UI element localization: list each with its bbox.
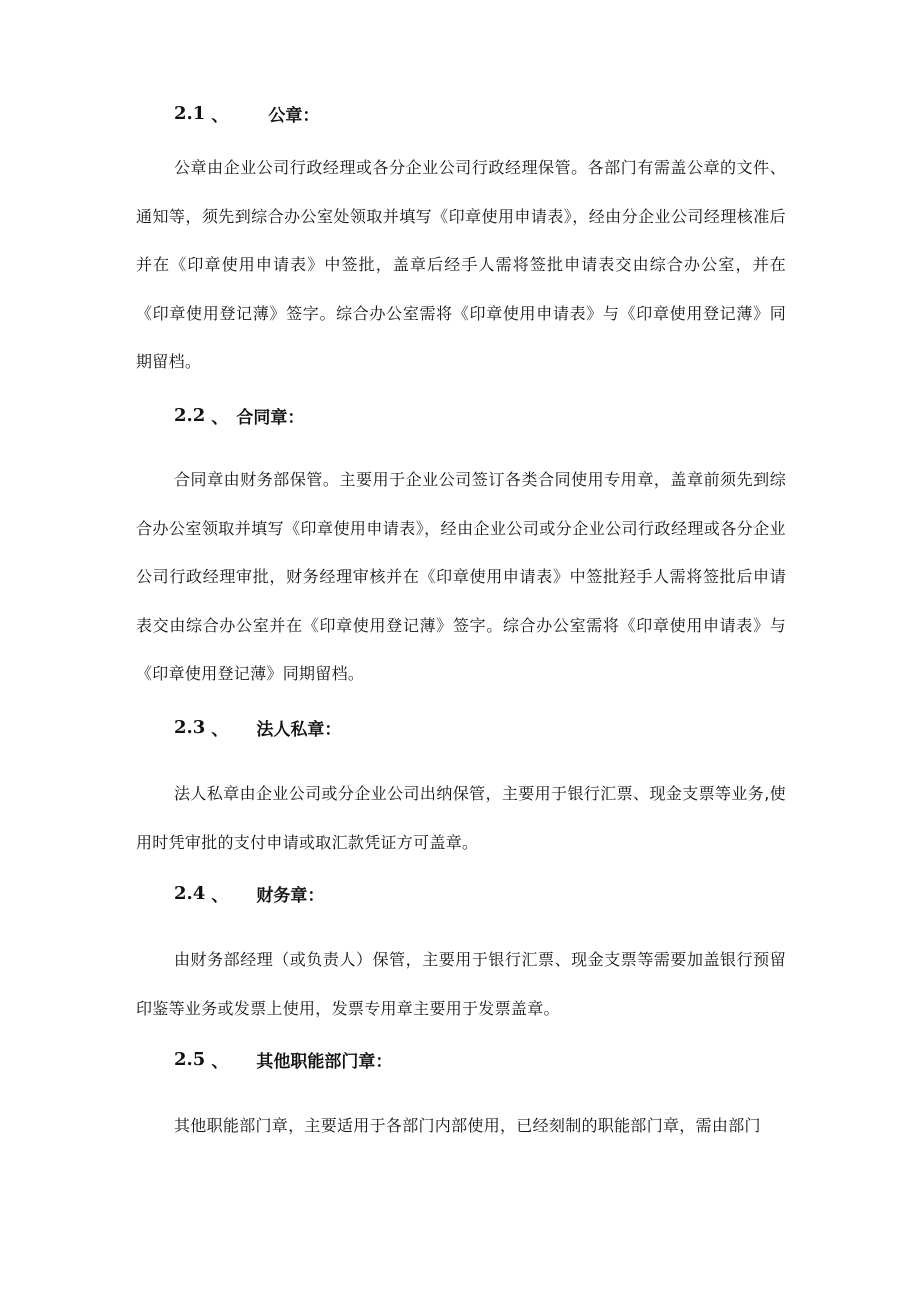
section-body-2-2: 合同章由财务部保管。主要用于企业公司签订各类合同使用专用章，盖章前须先到综合办公室领取并填写《印章使用申请表》，经由企业公司或分企业公司行政经理或各分企业公司行政经理审批，财务经理审核并在《印章使用申请表》中签批羟手人需将签批后申请表交由综合办公室并在《印章使用登记薄》签字。综合办公室需将《印章使用申请表》与《印章使用登记薄》同期留档。 [136,470,786,683]
section-separator: 、 [211,407,229,428]
section-number: 2.3 [174,716,206,738]
section-heading-2-1 [174,98,319,128]
section-number: 2.2 [174,404,206,426]
section-separator: 、 [211,105,229,126]
section-title: 法人私章： [256,719,342,740]
section-heading-2-5 [174,1044,392,1074]
section-title: 合同章： [236,407,305,428]
section-number: 2.4 [174,882,206,904]
section-heading-2-4 [174,878,324,908]
section-title: 其他职能部门章： [256,1051,393,1072]
section-number: 2.5 [174,1048,206,1070]
section-separator: 、 [211,885,229,906]
section-number: 2.1 [174,102,206,124]
section-title: 公章： [268,105,320,126]
section-body-2-4: 由财务部经理（或负责人）保管，主要用于银行汇票、现金支票等需要加盖银行预留印鉴等业务或发票上使用，发票专用章主要用于发票盖章。 [136,950,786,1018]
section-separator: 、 [211,719,229,740]
section-heading-2-3 [174,712,341,742]
section-heading-2-2 [174,400,304,430]
section-separator: 、 [211,1051,229,1072]
section-title: 财务章： [256,885,325,906]
section-body-2-5: 其他职能部门章，主要适用于各部门内部使用，已经刻制的职能部门章，需由部门 [174,1116,761,1135]
section-body-2-1: 公章由企业公司行政经理或各分企业公司行政经理保管。各部门有需盖公章的文件、通知等，须先到综合办公室处领取并填写《印章使用申请表》，经由分企业公司经理核准后并在《印章使用申请表》中签批，盖章后经手人需将签批申请表交由综合办公室，并在《印章使用登记薄》签字。综合办公室需将《印章使用申请表》与《印章使用登记薄》同期留档。 [136,158,786,371]
section-body-2-3: 法人私章由企业公司或分企业公司出纳保管，主要用于银行汇票、现金支票等业务,使用时凭审批的支付申请或取汇款凭证方可盖章。 [136,784,786,852]
